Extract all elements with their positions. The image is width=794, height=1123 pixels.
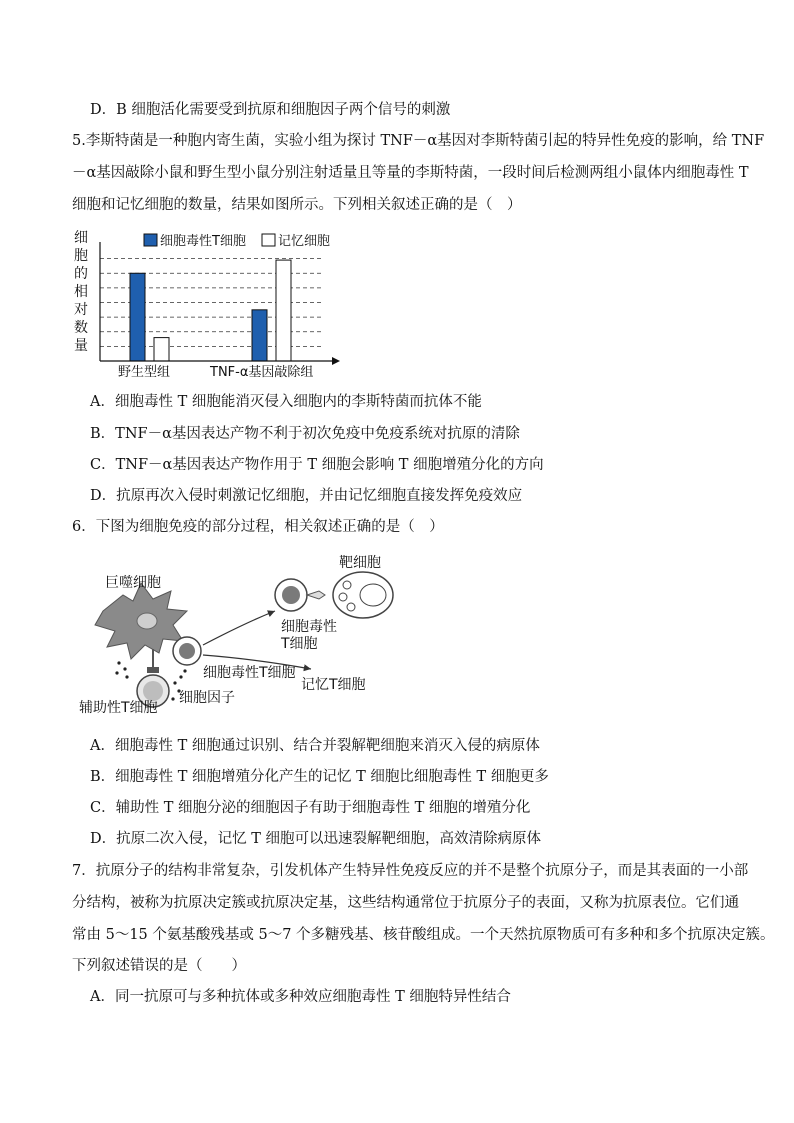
y-label-char: 的 [74,266,88,282]
bar-memory-0 [154,338,169,361]
q5-option-a: A．细胞毒性 T 细胞能消灭侵入细胞内的李斯特菌而抗体不能 [90,394,482,410]
q6-option-c: C．辅助性 T 细胞分泌的细胞因子有助于细胞毒性 T 细胞的增殖分化 [90,800,531,816]
label-target: 靶细胞 [339,555,381,571]
q7-stem-line1: 7．抗原分子的结构非常复杂，引发机体产生特异性免疫反应的并不是整个抗原分子，而是其表面的一小部 [72,863,749,879]
chart-svg [70,226,350,386]
q4-option-d: D．B 细胞活化需要受到抗原和细胞因子两个信号的刺激 [90,102,451,118]
bars [130,260,291,361]
q6-immune-diagram [75,553,395,718]
arrow-to-activated [203,611,275,645]
legend-swatch [144,234,157,246]
q6-option-b: B．细胞毒性 T 细胞增殖分化产生的记忆 T 细胞比细胞毒性 T 细胞更多 [90,769,549,785]
label-ctl: 细胞毒性T细胞 [203,665,296,681]
y-label-char: 相 [74,284,88,300]
y-label-char: 细 [74,230,88,246]
legend-label: 细胞毒性T细胞 [160,234,246,249]
x-tick-labels [118,364,313,380]
activated-ctl-nucleus [282,586,300,604]
y-label-char: 对 [74,302,88,318]
q6-option-d: D．抗原二次入侵，记忆 T 细胞可以迅速裂解靶细胞，高效清除病原体 [90,831,542,847]
legend-label: 记忆细胞 [278,234,331,249]
x-tick-label: TNF-α基因敲除组 [210,365,314,380]
q7-stem-line3: 常由 5～15 个氨基酸残基或 5～7 个多糖残基、核苷酸组成。一个天然抗原物质可有多种和多个抗原决定簇。 [72,927,775,943]
q5-option-b: B．TNF－α基因表达产物不利于初次免疫中免疫系统对抗原的清除 [90,426,520,442]
q7-stem-line4: 下列叙述错误的是（ ） [72,958,246,974]
label-cytokine: 细胞因子 [179,690,235,706]
cytotoxic-t-nucleus [179,643,195,659]
label-activated-ctl-line1: 细胞毒性 [281,619,337,635]
legend [144,233,330,249]
bar-cytotoxic-0 [130,273,145,361]
ctl-target-contact [307,591,325,599]
target-cell-nucleus [360,584,386,606]
q7-stem-line2: 分结构，被称为抗原决定簇或抗原决定基，这些结构通常位于抗原分子的表面，又称为抗原表位。它们通 [72,895,739,911]
label-helper: 辅助性T细胞 [79,700,158,716]
q5-stem-line1: 5.李斯特菌是一种胞内寄生菌，实验小组为探讨 TNF－α基因对李斯特菌引起的特异性免疫的影响，给 TNF [72,133,765,149]
macrophage-nucleus [137,613,157,629]
q6-stem: 6．下图为细胞免疫的部分过程，相关叙述正确的是（ ） [72,519,444,535]
label-activated-ctl-line2: T细胞 [281,636,318,652]
q5-stem-line2: －α基因敲除小鼠和野生型小鼠分别注射适量且等量的李斯特菌，一段时间后检测两组小鼠体内细胞毒性 T [72,165,749,181]
y-label-char: 量 [74,338,88,354]
bar-cytotoxic-1 [252,310,267,361]
q5-option-d: D．抗原再次入侵时刺激记忆细胞，并由记忆细胞直接发挥免疫效应 [90,488,523,504]
q6-option-a: A．细胞毒性 T 细胞通过识别、结合并裂解靶细胞来消灭入侵的病原体 [90,738,540,754]
mhc-receptor [147,667,159,673]
label-memory: 记忆T细胞 [301,677,366,693]
q5-stem-line3: 细胞和记忆细胞的数量，结果如图所示。下列相关叙述正确的是（ ） [72,197,522,213]
diagram-svg [75,553,395,718]
y-axis-label [74,230,88,354]
q5-option-c: C．TNF－α基因表达产物作用于 T 细胞会影响 T 细胞增殖分化的方向 [90,457,544,473]
bar-memory-1 [276,260,291,361]
legend-swatch [262,234,275,246]
q5-bar-chart [70,226,350,386]
helper-t-nucleus [143,681,163,701]
y-label-char: 数 [74,320,88,336]
y-label-char: 胞 [74,248,88,264]
label-macrophage: 巨噬细胞 [105,575,161,591]
x-axis-arrow [332,357,340,365]
q7-option-a: A．同一抗原可与多种抗体或多种效应细胞毒性 T 细胞特异性结合 [90,989,511,1005]
x-tick-label: 野生型组 [118,365,171,380]
